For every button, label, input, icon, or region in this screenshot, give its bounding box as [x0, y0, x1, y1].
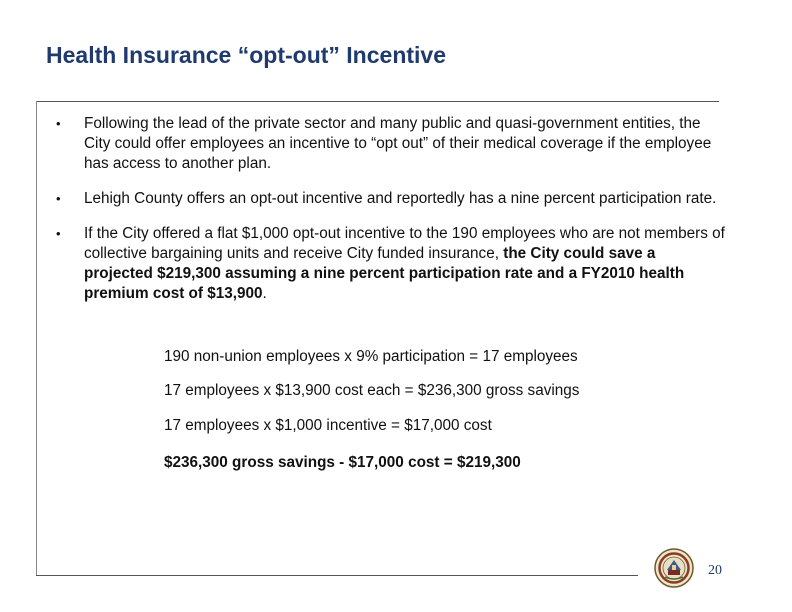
bullet-list — [56, 114, 726, 304]
left-divider — [36, 101, 37, 576]
bottom-divider — [36, 575, 638, 576]
bullet-dot-icon: • — [56, 226, 61, 241]
calculation-line: 17 employees x $1,000 incentive = $17,000 cost — [164, 417, 492, 434]
calculation-total: $236,300 gross savings - $17,000 cost = $219,300 — [164, 454, 521, 471]
bullet-item — [56, 224, 726, 304]
bullet-item — [56, 189, 726, 209]
city-seal-icon — [654, 548, 694, 588]
bullet-item — [56, 114, 726, 174]
bullet-dot-icon: • — [56, 191, 61, 206]
bullet-dot-icon: • — [56, 116, 61, 131]
bullet-text: Following the lead of the private sector and many public and quasi-government entities, the City could offer employees an incentive to “opt out” of their medical coverage if the employee has access to another plan. — [84, 115, 712, 172]
calculation-line: 17 employees x $13,900 cost each = $236,300 gross savings — [164, 382, 580, 399]
bullet-bold-text: the City could save a projected $219,300 assuming a nine percent participation rate and a FY2010 health premium cost of $13,900 — [84, 245, 685, 302]
slide-title: Health Insurance “opt-out” Incentive — [46, 42, 446, 68]
page-number: 20 — [708, 563, 722, 578]
bullet-text-end: . — [262, 285, 267, 302]
bullet-text: Lehigh County offers an opt-out incentive and reportedly has a nine percent participation rate. — [84, 190, 717, 207]
top-divider — [36, 101, 719, 102]
calculation-line: 190 non-union employees x 9% participation = 17 employees — [164, 348, 578, 365]
bullet-text: If the City offered a flat $1,000 opt-out incentive to the 190 employees who are not members of collective bargaining units and receive City funded insurance, — [84, 225, 725, 262]
